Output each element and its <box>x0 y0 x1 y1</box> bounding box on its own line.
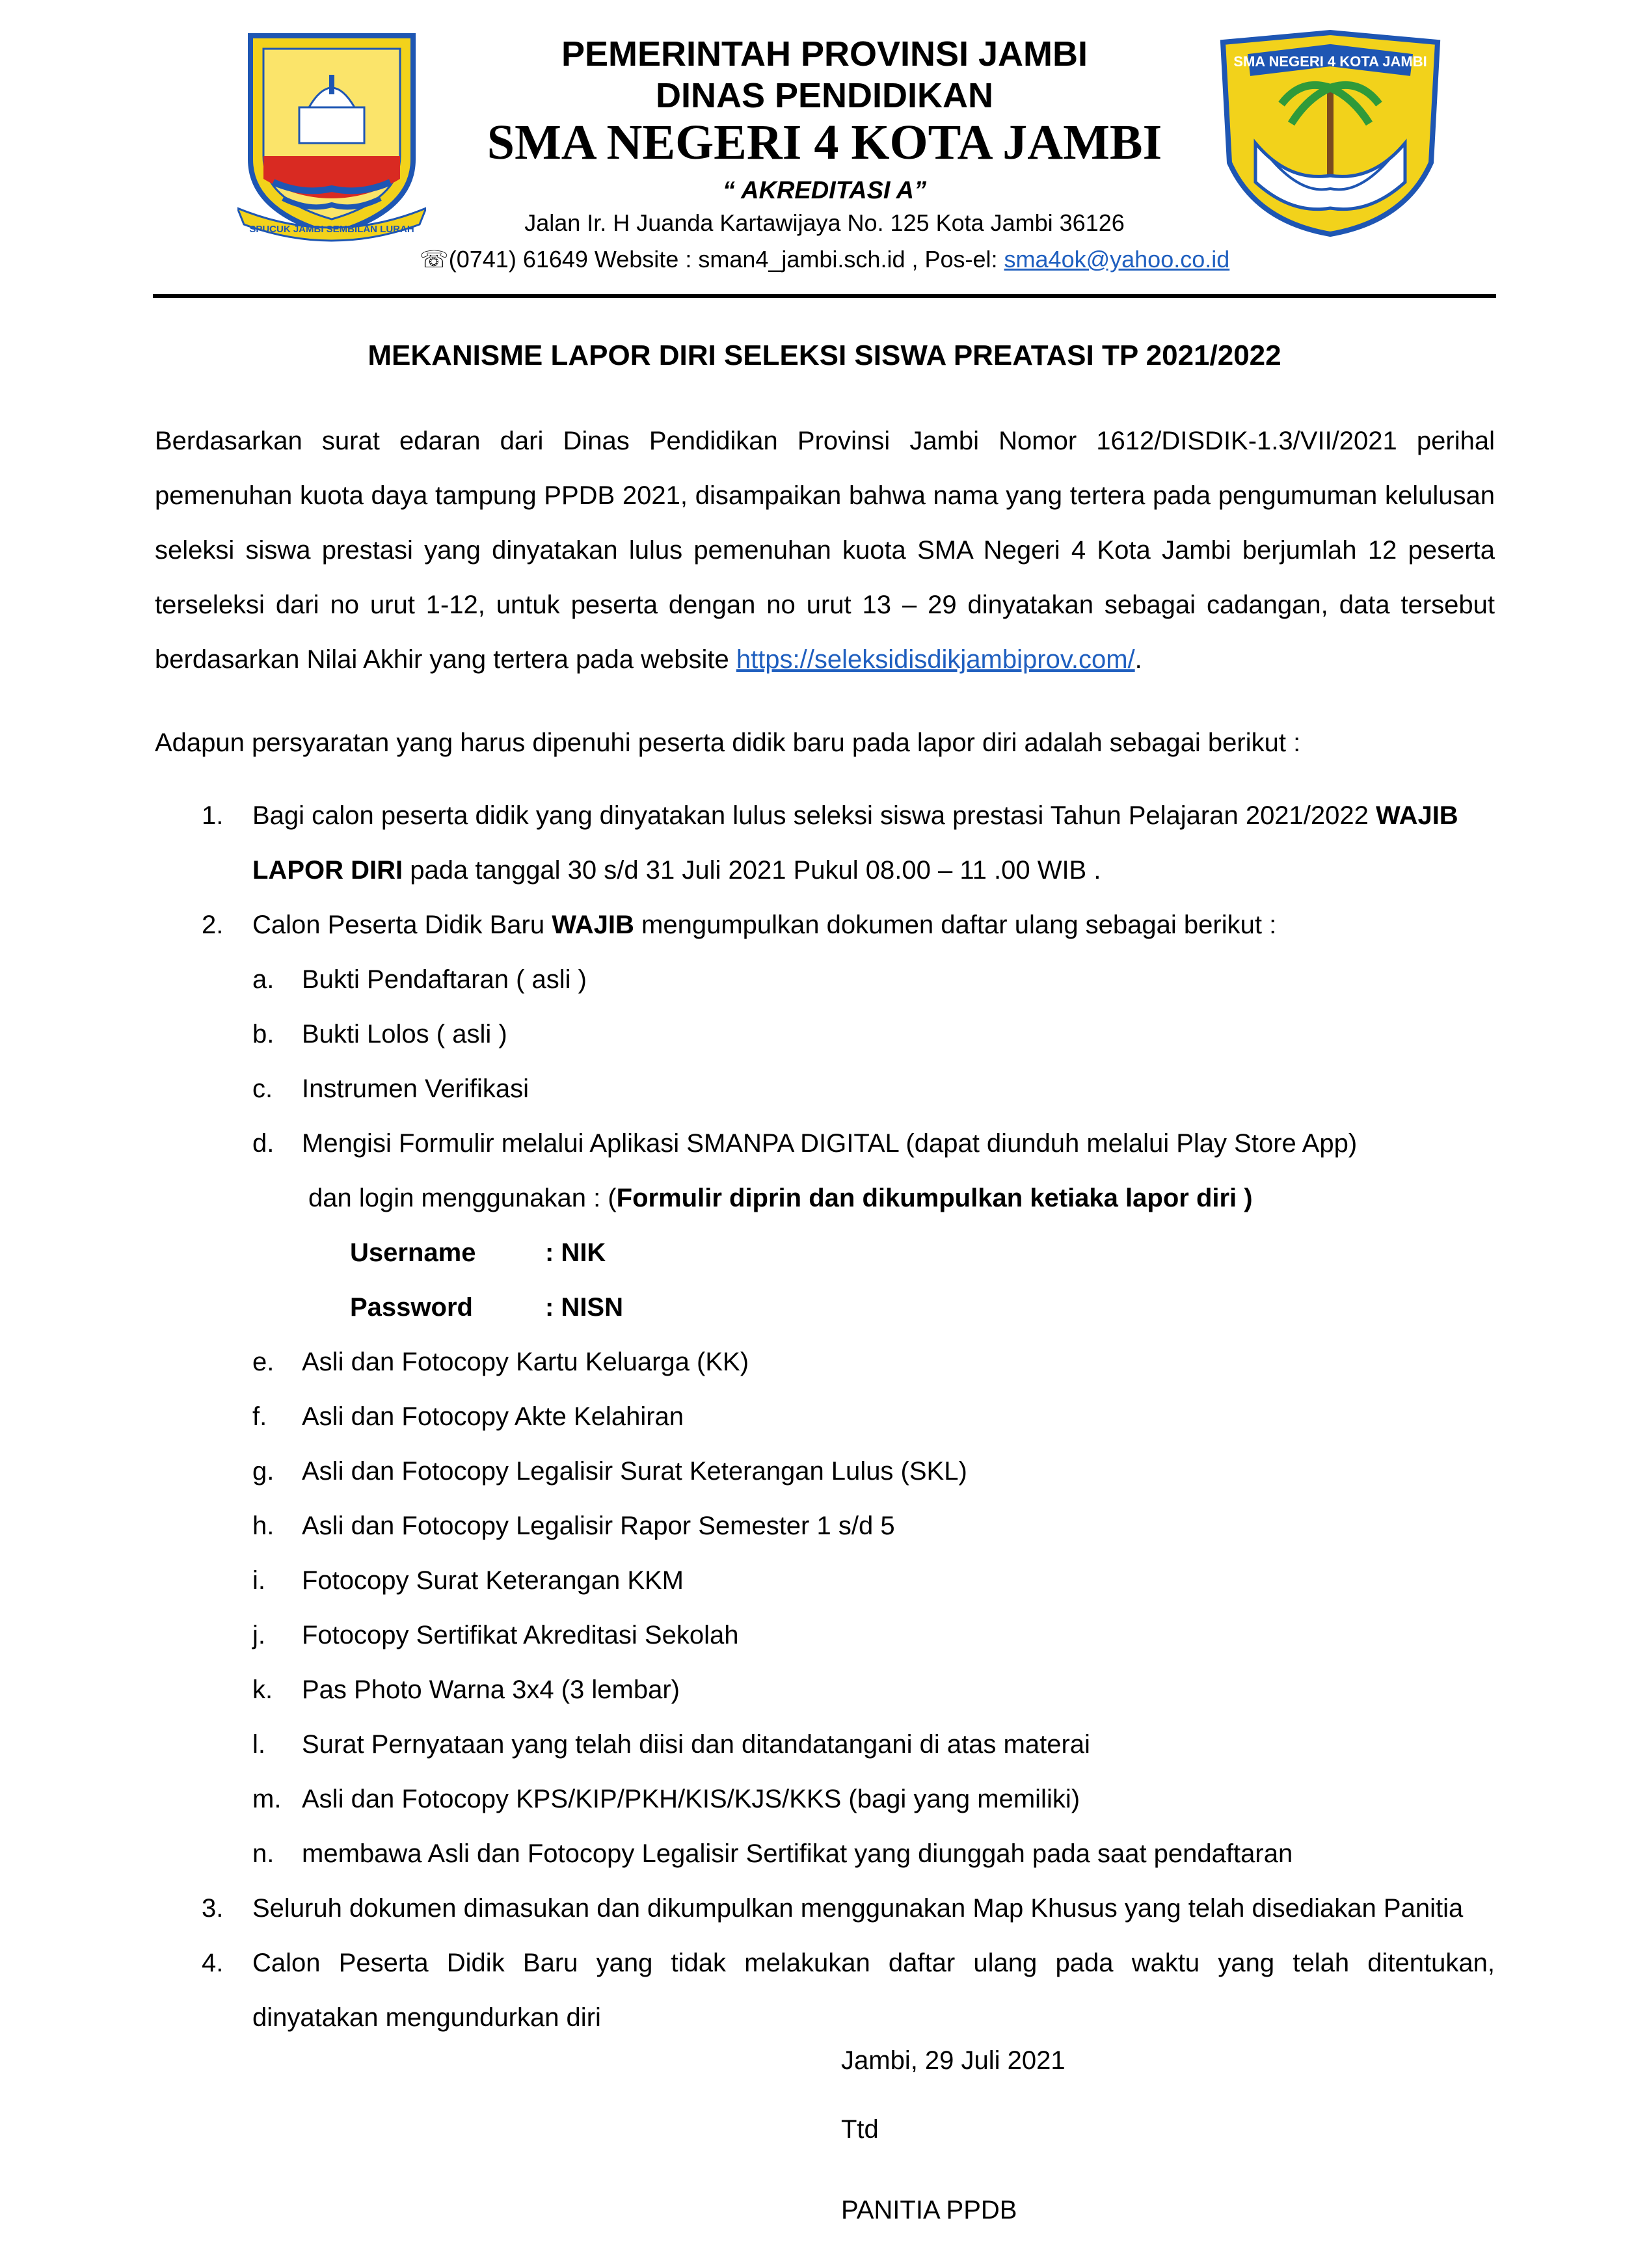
sub-letter: c. <box>252 1074 273 1103</box>
sub-text: membawa Asli dan Fotocopy Legalisir Sertifikat yang diunggah pada saat pendaftaran <box>302 1839 1293 1868</box>
login-text: dan login menggunakan : ( <box>308 1184 617 1212</box>
list-item <box>155 788 1495 843</box>
sub-item <box>155 1826 1495 1881</box>
sub-item <box>155 1717 1495 1772</box>
username-row <box>155 1225 1495 1280</box>
header-department: DINAS PENDIDIKAN <box>655 76 994 115</box>
username-value: : NIK <box>545 1238 606 1267</box>
sub-text: Bukti Pendaftaran ( asli ) <box>302 965 587 994</box>
item-text <box>252 898 1495 952</box>
intro-paragraph <box>155 414 1495 687</box>
header-school-name: SMA NEGERI 4 KOTA JAMBI <box>487 115 1162 170</box>
item-text: dinyatakan mengundurkan diri <box>252 2003 601 2032</box>
sub-item <box>155 1007 1495 1061</box>
signature-ttd: Ttd <box>841 2115 879 2144</box>
username-label: Username <box>350 1238 476 1267</box>
item-number: 3. <box>202 1894 224 1923</box>
password-row <box>155 1280 1495 1335</box>
intro-text: Berdasarkan surat edaran dari Dinas Pendidikan Provinsi Jambi Nomor 1612/DISDIK-1.3/VII/2021 perihal pemenuhan kuota daya tampung PPDB 2021, disampaikan bahwa nama yang tertera pada pengumuman kelulusan seleksi siswa prestasi yang dinyatakan lulus pemenuhan kuota SMA Negeri 4 Kota Jambi berjumlah 12 peserta terseleksi dari no urut 1-12, untuk peserta dengan no urut 13 – 29 dinyatakan sebagai cadangan, data tersebut berdasarkan Nilai Akhir yang tertera pada website <box>155 427 1495 674</box>
sub-text: Asli dan Fotocopy Akte Kelahiran <box>302 1402 684 1431</box>
sub-letter: a. <box>252 965 275 994</box>
item-1-bold: WAJIB <box>1376 801 1458 830</box>
item-2-bold: WAJIB <box>552 911 634 939</box>
header-divider <box>153 294 1496 298</box>
list-item <box>155 843 1495 898</box>
list-item <box>155 1881 1495 1936</box>
sub-letter: l. <box>252 1730 265 1759</box>
sub-item <box>155 1772 1495 1826</box>
sub-item <box>155 1061 1495 1116</box>
sub-text: Fotocopy Sertifikat Akreditasi Sekolah <box>302 1621 739 1649</box>
sub-item <box>155 1553 1495 1608</box>
header-accreditation: “ AKREDITASI A” <box>722 177 927 204</box>
item-number: 4. <box>202 1949 224 1977</box>
item-number: 2. <box>202 911 224 939</box>
item-text: Calon Peserta Didik Baru yang tidak melakukan daftar ulang pada waktu yang telah ditentukan, <box>252 1949 1495 1977</box>
sub-text: Asli dan Fotocopy Legalisir Rapor Semester 1 s/d 5 <box>302 1512 895 1540</box>
sub-letter: j. <box>252 1621 265 1649</box>
sub-letter: n. <box>252 1839 275 1868</box>
sub-item <box>155 1608 1495 1662</box>
sub-text: Pas Photo Warna 3x4 (3 lembar) <box>302 1675 680 1704</box>
item-1-bold-2: LAPOR DIRI <box>252 856 403 885</box>
sub-letter: m. <box>252 1785 282 1813</box>
item-text <box>252 788 1495 843</box>
signature-committee: PANITIA PPDB <box>841 2196 1017 2224</box>
school-logo-text: SMA NEGERI 4 KOTA JAMBI <box>1233 53 1427 70</box>
header-address: Jalan Ir. H Juanda Kartawijaya No. 125 Kota Jambi 36126 <box>524 209 1125 236</box>
sub-text: Fotocopy Surat Keterangan KKM <box>302 1566 684 1595</box>
list-item <box>155 898 1495 952</box>
sub-letter: g. <box>252 1457 275 1486</box>
sub-item <box>155 1444 1495 1499</box>
sub-item <box>155 1389 1495 1444</box>
sub-letter: d. <box>252 1129 275 1158</box>
sub-letter: f. <box>252 1402 267 1431</box>
sub-letter: h. <box>252 1512 275 1540</box>
document-title: MEKANISME LAPOR DIRI SELEKSI SISWA PREATASI TP 2021/2022 <box>368 340 1281 371</box>
list-item <box>155 1936 1495 1990</box>
password-value: : NISN <box>545 1293 623 1322</box>
login-instruction <box>155 1171 1495 1225</box>
sub-item <box>155 1116 1495 1171</box>
sub-text: Surat Pernyataan yang telah diisi dan ditandatangani di atas materai <box>302 1730 1090 1759</box>
item-1-text-2: pada tanggal 30 s/d 31 Juli 2021 Pukul 08.00 – 11 .00 WIB . <box>403 856 1101 885</box>
item-2-text-a: Calon Peserta Didik Baru <box>252 911 552 939</box>
sub-letter: b. <box>252 1020 275 1048</box>
website-link[interactable]: https://seleksidisdikjambiprov.com/ <box>736 645 1135 674</box>
header-contact <box>0 246 1649 273</box>
password-label: Password <box>350 1293 473 1322</box>
sub-item <box>155 952 1495 1007</box>
sub-item <box>155 1335 1495 1389</box>
login-note: Formulir diprin dan dikumpulkan ketiaka lapor diri ) <box>616 1184 1253 1212</box>
sub-text: Mengisi Formulir melalui Aplikasi SMANPA DIGITAL (dapat diunduh melalui Play Store App) <box>302 1129 1358 1158</box>
requirements-intro: Adapun persyaratan yang harus dipenuhi peserta didik baru pada lapor diri adalah sebagai berikut : <box>155 728 1301 757</box>
sub-item <box>155 1662 1495 1717</box>
list-item <box>155 1990 1495 2045</box>
provincial-logo-text: SPUCUK JAMBI SEMBILAN LURAH <box>249 224 414 235</box>
sub-text: Asli dan Fotocopy Kartu Keluarga (KK) <box>302 1348 749 1376</box>
sub-letter: i. <box>252 1566 265 1595</box>
contact-text: ☏(0741) 61649 Website : sman4_jambi.sch.id , Pos-el: <box>419 246 1004 273</box>
sub-letter: k. <box>252 1675 273 1704</box>
intro-end: . <box>1134 645 1142 674</box>
sub-item <box>155 1499 1495 1553</box>
item-2-text-c: mengumpulkan dokumen daftar ulang sebagai berikut : <box>634 911 1277 939</box>
sub-text: Asli dan Fotocopy Legalisir Surat Keterangan Lulus (SKL) <box>302 1457 967 1486</box>
item-text: Seluruh dokumen dimasukan dan dikumpulkan menggunakan Map Khusus yang telah disediakan Panitia <box>252 1894 1464 1923</box>
email-link[interactable]: sma4ok@yahoo.co.id <box>1004 246 1230 273</box>
sub-text: Instrumen Verifikasi <box>302 1074 530 1103</box>
sub-letter: e. <box>252 1348 275 1376</box>
sub-text: Bukti Lolos ( asli ) <box>302 1020 507 1048</box>
item-text <box>252 843 1495 898</box>
signature-place-date: Jambi, 29 Juli 2021 <box>841 2046 1066 2075</box>
sub-text: Asli dan Fotocopy KPS/KIP/PKH/KIS/KJS/KKS (bagi yang memiliki) <box>302 1785 1080 1813</box>
item-1-text: Bagi calon peserta didik yang dinyatakan lulus seleksi siswa prestasi Tahun Pelajaran 2021/2022 <box>252 801 1376 830</box>
item-number: 1. <box>202 801 224 830</box>
header-government: PEMERINTAH PROVINSI JAMBI <box>561 34 1088 73</box>
